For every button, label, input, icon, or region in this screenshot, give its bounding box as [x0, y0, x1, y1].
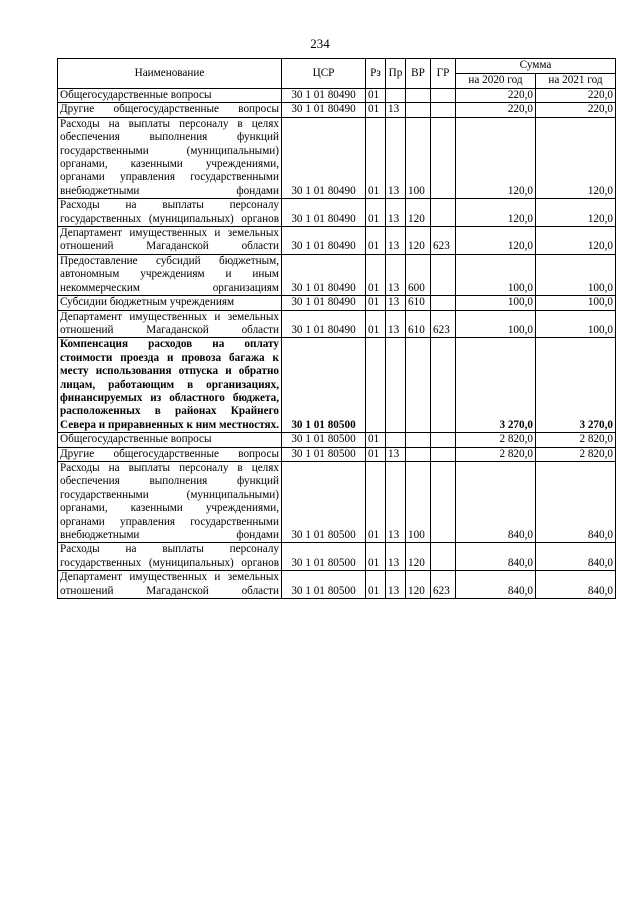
cell-rz: 01 — [366, 227, 386, 255]
cell-gr — [431, 103, 456, 117]
cell-gr — [431, 199, 456, 227]
cell-vr: 600 — [406, 254, 431, 295]
cell-2020: 220,0 — [456, 89, 536, 103]
table-row — [58, 571, 616, 599]
cell-name: Департамент имущественных и земельных отношений Магаданской области — [58, 227, 282, 255]
table-row — [58, 543, 616, 571]
cell-2020: 120,0 — [456, 117, 536, 198]
cell-rz: 01 — [366, 89, 386, 103]
cell-2020: 100,0 — [456, 296, 536, 310]
cell-2021: 840,0 — [536, 461, 616, 542]
header-year-2020: на 2020 год — [456, 74, 536, 89]
cell-rz: 01 — [366, 433, 386, 447]
cell-2021: 2 820,0 — [536, 433, 616, 447]
cell-rz — [366, 338, 386, 433]
header-sum: Сумма — [456, 59, 616, 74]
cell-gr — [431, 433, 456, 447]
cell-vr: 610 — [406, 310, 431, 338]
cell-name: Компенсация расходов на оплату стоимости проезда и провоза багажа к месту использования отпуска и обратно лицам, работающим в организациях, финансируемых из областного бюджета, расположенных в районах Крайнего Севера и приравненных к ним местностях. — [58, 338, 282, 433]
cell-2020: 3 270,0 — [456, 338, 536, 433]
cell-rz: 01 — [366, 543, 386, 571]
cell-2020: 100,0 — [456, 254, 536, 295]
cell-vr: 120 — [406, 199, 431, 227]
header-gr: ГР — [431, 59, 456, 89]
cell-csr: 30 1 01 80500 — [282, 461, 366, 542]
header-vr: ВР — [406, 59, 431, 89]
cell-2020: 840,0 — [456, 461, 536, 542]
cell-name: Расходы на выплаты персоналу в целях обеспечения выполнения функций государственными (муниципальными) органами, казенными учреждениями, органами управления государственными внебюджетными фондами — [58, 117, 282, 198]
cell-pr: 13 — [386, 571, 406, 599]
cell-csr: 30 1 01 80490 — [282, 310, 366, 338]
cell-pr: 13 — [386, 296, 406, 310]
cell-2021: 220,0 — [536, 89, 616, 103]
cell-name: Другие общегосударственные вопросы — [58, 447, 282, 461]
cell-2020: 120,0 — [456, 199, 536, 227]
cell-2021: 120,0 — [536, 117, 616, 198]
cell-gr: 623 — [431, 310, 456, 338]
cell-rz: 01 — [366, 447, 386, 461]
cell-vr: 120 — [406, 571, 431, 599]
table-row — [58, 310, 616, 338]
cell-pr — [386, 89, 406, 103]
table-row — [58, 89, 616, 103]
cell-2020: 100,0 — [456, 310, 536, 338]
cell-2021: 840,0 — [536, 543, 616, 571]
cell-name: Общегосударственные вопросы — [58, 89, 282, 103]
cell-gr — [431, 296, 456, 310]
cell-csr: 30 1 01 80500 — [282, 338, 366, 433]
header-pr: Пр — [386, 59, 406, 89]
cell-gr — [431, 461, 456, 542]
cell-csr: 30 1 01 80500 — [282, 571, 366, 599]
cell-pr: 13 — [386, 117, 406, 198]
cell-pr: 13 — [386, 447, 406, 461]
cell-vr — [406, 433, 431, 447]
cell-rz: 01 — [366, 117, 386, 198]
cell-csr: 30 1 01 80500 — [282, 433, 366, 447]
cell-2020: 840,0 — [456, 571, 536, 599]
cell-vr: 100 — [406, 117, 431, 198]
cell-2020: 2 820,0 — [456, 447, 536, 461]
header-rz: Рз — [366, 59, 386, 89]
table-row — [58, 103, 616, 117]
table-row — [58, 447, 616, 461]
cell-vr — [406, 89, 431, 103]
cell-name: Расходы на выплаты персоналу в целях обеспечения выполнения функций государственными (муниципальными) органами, казенными учреждениями, органами управления государственными внебюджетными фондами — [58, 461, 282, 542]
cell-name: Расходы на выплаты персоналу государственных (муниципальных) органов — [58, 199, 282, 227]
table-row — [58, 338, 616, 433]
cell-csr: 30 1 01 80490 — [282, 89, 366, 103]
header-year-2021: на 2021 год — [536, 74, 616, 89]
cell-2021: 3 270,0 — [536, 338, 616, 433]
cell-2020: 220,0 — [456, 103, 536, 117]
cell-csr: 30 1 01 80490 — [282, 103, 366, 117]
cell-rz: 01 — [366, 461, 386, 542]
cell-vr — [406, 103, 431, 117]
cell-gr — [431, 338, 456, 433]
cell-name: Предоставление субсидий бюджетным, автономным учреждениям и иным некоммерческим организациям — [58, 254, 282, 295]
cell-pr: 13 — [386, 310, 406, 338]
cell-2020: 2 820,0 — [456, 433, 536, 447]
cell-name: Расходы на выплаты персоналу государственных (муниципальных) органов — [58, 543, 282, 571]
cell-pr: 13 — [386, 543, 406, 571]
page-number: 234 — [310, 36, 330, 51]
cell-gr — [431, 447, 456, 461]
cell-2021: 840,0 — [536, 571, 616, 599]
table-row — [58, 433, 616, 447]
cell-csr: 30 1 01 80490 — [282, 227, 366, 255]
table-row — [58, 461, 616, 542]
cell-rz: 01 — [366, 296, 386, 310]
table-body — [58, 89, 616, 599]
cell-gr — [431, 89, 456, 103]
cell-csr: 30 1 01 80490 — [282, 117, 366, 198]
cell-2021: 100,0 — [536, 296, 616, 310]
cell-vr — [406, 338, 431, 433]
cell-name: Общегосударственные вопросы — [58, 433, 282, 447]
table-row — [58, 254, 616, 295]
cell-pr — [386, 338, 406, 433]
cell-2020: 120,0 — [456, 227, 536, 255]
cell-csr: 30 1 01 80490 — [282, 199, 366, 227]
cell-pr: 13 — [386, 461, 406, 542]
cell-name: Департамент имущественных и земельных отношений Магаданской области — [58, 310, 282, 338]
cell-pr: 13 — [386, 199, 406, 227]
cell-2021: 2 820,0 — [536, 447, 616, 461]
cell-gr — [431, 254, 456, 295]
cell-2021: 220,0 — [536, 103, 616, 117]
cell-name: Субсидии бюджетным учреждениям — [58, 296, 282, 310]
table-row — [58, 117, 616, 198]
cell-pr: 13 — [386, 103, 406, 117]
cell-rz: 01 — [366, 254, 386, 295]
cell-pr: 13 — [386, 254, 406, 295]
cell-2020: 840,0 — [456, 543, 536, 571]
cell-rz: 01 — [366, 310, 386, 338]
budget-table — [57, 58, 616, 599]
cell-vr: 100 — [406, 461, 431, 542]
cell-gr — [431, 543, 456, 571]
cell-2021: 100,0 — [536, 310, 616, 338]
header-name: Наименование — [58, 59, 282, 89]
table-row — [58, 227, 616, 255]
cell-name: Департамент имущественных и земельных отношений Магаданской области — [58, 571, 282, 599]
cell-name: Другие общегосударственные вопросы — [58, 103, 282, 117]
cell-csr: 30 1 01 80490 — [282, 254, 366, 295]
cell-vr: 120 — [406, 227, 431, 255]
cell-csr: 30 1 01 80490 — [282, 296, 366, 310]
table-row — [58, 199, 616, 227]
cell-2021: 120,0 — [536, 227, 616, 255]
cell-csr: 30 1 01 80500 — [282, 447, 366, 461]
header-csr: ЦСР — [282, 59, 366, 89]
cell-rz: 01 — [366, 571, 386, 599]
cell-2021: 100,0 — [536, 254, 616, 295]
cell-pr — [386, 433, 406, 447]
cell-vr: 610 — [406, 296, 431, 310]
cell-csr: 30 1 01 80500 — [282, 543, 366, 571]
cell-gr — [431, 117, 456, 198]
table-row — [58, 296, 616, 310]
cell-gr: 623 — [431, 227, 456, 255]
cell-gr: 623 — [431, 571, 456, 599]
cell-vr: 120 — [406, 543, 431, 571]
cell-vr — [406, 447, 431, 461]
cell-pr: 13 — [386, 227, 406, 255]
cell-rz: 01 — [366, 103, 386, 117]
cell-2021: 120,0 — [536, 199, 616, 227]
cell-rz: 01 — [366, 199, 386, 227]
